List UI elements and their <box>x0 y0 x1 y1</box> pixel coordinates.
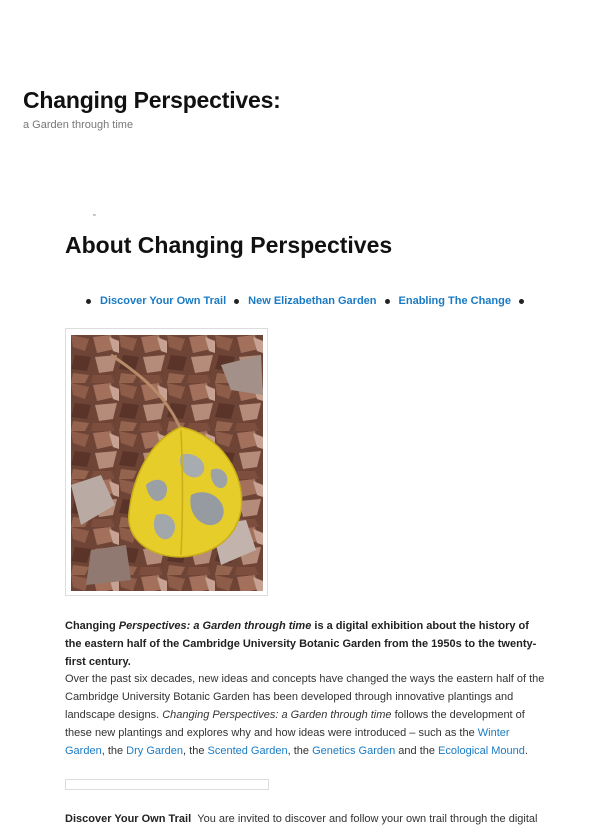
subnav-item-discover <box>86 293 234 309</box>
genetics-garden-link[interactable]: Genetics Garden <box>312 745 396 757</box>
site-tagline: a Garden through time <box>23 119 134 131</box>
subnav-item-elizabethan <box>234 293 384 309</box>
page-title: About Changing Perspectives <box>65 232 393 258</box>
bullet-icon <box>385 299 390 304</box>
bullet-icon <box>234 299 239 304</box>
sentence-end: . <box>524 745 528 757</box>
winter-garden-link[interactable]: Winter Garden <box>65 727 510 757</box>
trail-paragraph <box>65 811 545 827</box>
intro-body-part2: follows the development of these new plantings and explores why and how ideas were introduced – such as the <box>65 709 525 739</box>
broken-image-icon: ▫ <box>93 212 96 219</box>
enabling-change-link[interactable]: Enabling The Change <box>398 295 511 307</box>
separator: , the <box>183 745 208 757</box>
intro-body-part1: Over the past six decades, new ideas and concepts have changed the ways the eastern half of the Cambridge University Botanic Garden has been developed through innovative plantings and landscape designs. <box>65 673 545 721</box>
separator: , the <box>101 745 127 757</box>
leaf-photo[interactable] <box>71 335 263 591</box>
subnav-item-end <box>519 299 533 304</box>
bullet-icon <box>519 299 524 304</box>
new-elizabethan-garden-link[interactable]: New Elizabethan Garden <box>248 295 377 307</box>
sub-navigation <box>86 293 533 309</box>
site-header <box>23 86 281 132</box>
discover-trail-link[interactable]: Discover Your Own Trail <box>100 295 227 307</box>
trail-heading: Discover Your Own Trail <box>65 813 192 825</box>
intro-bold-italic: Perspectives: a Garden through time <box>118 620 312 632</box>
intro-bold-part2: is a digital exhibition about the history of the eastern half of the Cambridge University Botanic Garden from the 1950s to the twenty-first century. <box>65 620 537 668</box>
trail-text: You are invited to discover and follow your own trail through the digital <box>197 813 538 825</box>
ecological-mound-link[interactable]: Ecological Mound <box>438 745 525 757</box>
featured-image-frame <box>65 328 268 596</box>
site-title[interactable]: Changing Perspectives: <box>23 87 281 113</box>
intro-bold-part1: Changing <box>65 620 119 632</box>
intro-body-text <box>65 670 545 760</box>
scented-garden-link[interactable]: Scented Garden <box>207 745 288 757</box>
separator: and the <box>395 745 439 757</box>
subnav-item-enabling <box>385 293 519 309</box>
empty-embed-box <box>65 779 269 790</box>
separator: , the <box>287 745 313 757</box>
dry-garden-link[interactable]: Dry Garden <box>126 745 184 757</box>
intro-body-italic: Changing Perspectives: a Garden through time <box>162 709 392 721</box>
bullet-icon <box>86 299 91 304</box>
intro-heading-text <box>65 617 545 671</box>
